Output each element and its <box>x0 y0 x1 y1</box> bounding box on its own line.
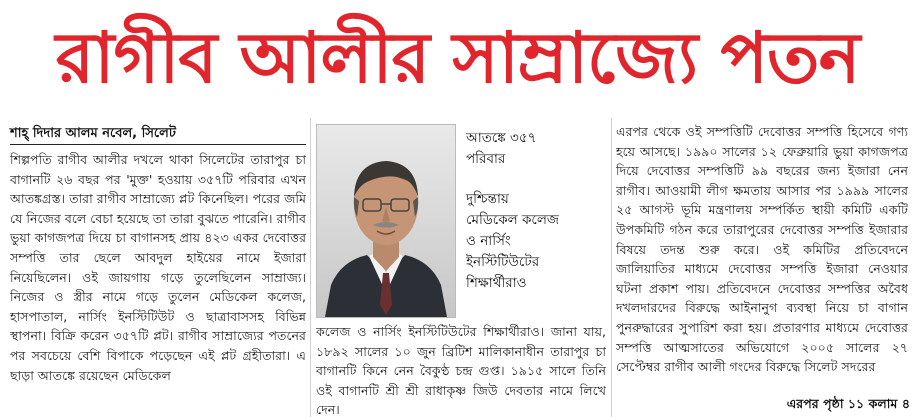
article-column-3 <box>616 122 908 397</box>
column-1-text: শিল্পপতি রাগীব আলীর দখলে থাকা সিলেটের তারাপুর চা বাগানটি ২৬ বছর পর 'মুক্ত' হওয়ায় ৩৫৭টি পরিবার এখন আতঙ্কগ্রস্ত। তারা রাগীব সাম্রাজ্যে প্লট কিনেছিল। পরের জমি যে নিজের বলে বেচা হয়েছে তা তারা বুঝতে পারেনি। রাগীব ভুয়া কাগজপত্র দিয়ে চা বাগানসহ প্রায় ৪২৩ একর দেবোত্তর সম্পত্তি তার ছেলে আবদুল হাইয়ের নামে ইজারা নিয়েছিলেন। ওই জায়গায় গড়ে তুলেছিলেন সাম্রাজ্য। নিজের ও স্ত্রীর নামে গড়ে তুলেন মেডিকেল কলেজ, হাসপাতাল, নার্সিং ইনস্টিটিউট ও ছাত্রাবাসসহ বিভিন্ন স্থাপনা। বিক্রি করেন ৩৫৭টি প্লট। রাগীব সাম্রাজ্যের পতনের পর সবচেয়ে বেশি বিপাকে পড়েছেন এই প্লট গ্রহীতারা। এ ছাড়া আতঙ্কে রয়েছেন মেডিকেল <box>10 152 306 383</box>
column-divider <box>310 118 311 417</box>
portrait-image <box>317 125 455 317</box>
pull-quote-line: আতঙ্কে ৩৫৭ <box>466 130 537 146</box>
column-2-text: কলেজ ও নার্সিং ইনস্টিটিউটের শিক্ষার্থীরাও। জানা যায়, ১৮৯২ সালের ১০ জুন ব্রিটিশ মালিকানাধীন তারাপুর চা বাগানটি কিনে নেন বৈকুণ্ঠ চন্দ্র গুপ্ত। ১৯১৫ সালে তিনি ওই বাগানটি শ্রী শ্রী রাধাকৃষ্ণ জিউ দেবতার নামে লিখে দেন। <box>316 324 606 417</box>
pull-quote <box>466 128 606 294</box>
portrait-photo <box>316 124 456 318</box>
top-edge-strip <box>0 0 915 8</box>
pull-quote-line: দুশ্চিন্তায় <box>466 191 509 207</box>
pull-quote-line: শিক্ষার্থীরাও <box>466 275 527 291</box>
column-3-text: এরপর থেকে ওই সম্পত্তিটি দেবোত্তর সম্পত্তি হিসেবে গণ্য হয়ে আসছে। ১৯৯০ সালের ১২ ফেব্রুয়ারি ভুয়া কাগজপত্র দিয়ে দেবোত্তর সম্পত্তিটি ৯৯ বছরের জন্য ইজারা নেন রাগীব। আওয়ামী লীগ ক্ষমতায় আসার পর ১৯৯৯ সালের ২৫ আগস্ট ভূমি মন্ত্রণালয় সম্পর্কিত স্থায়ী কমিটি একটি উপকমিটি গঠন করে তারাপুরের দেবোত্তর সম্পত্তি ইজারার বিষয়ে তদন্ত শুরু করে। ওই কমিটির প্রতিবেদনে জালিয়াতির মাধ্যমে দেবোত্তর সম্পত্তি ইজারা নেওয়ার ঘটনা প্রকাশ পায়। প্রতিবেদনে দেবোত্তর সম্পত্তির অবৈধ দখলদারদের বিরুদ্ধে আইনানুগ ব্যবস্থা নিয়ে চা বাগান পুনরুদ্ধারের সুপারিশ করা হয়। প্রতারণার মাধ্যমে দেবোত্তর সম্পত্তি আত্মসাতের অভিযোগে ২০০৫ সালের ২৭ সেপ্টেম্বর রাগীব আলী গংদের বিরুদ্ধে সিলেট সদরের <box>616 124 908 375</box>
article-column-1 <box>10 150 306 416</box>
column-divider <box>611 118 612 417</box>
headline: রাগীব আলীর সাম্রাজ্যে পতন <box>55 17 860 99</box>
pull-quote-line: মেডিকেল কলেজ <box>466 212 559 228</box>
continuation-note: এরপর পৃষ্ঠা ১১ কলাম ৪ <box>786 396 910 411</box>
byline-rule <box>10 144 306 145</box>
byline: শাহ্ দিদার আলম নবেল, সিলেট <box>10 126 176 141</box>
pull-quote-line: পরিবার <box>466 151 506 167</box>
pull-quote-line: ইনস্টিটিউটের <box>466 254 540 270</box>
article-column-2 <box>316 322 606 417</box>
pull-quote-line: ও নার্সিং <box>466 233 511 249</box>
